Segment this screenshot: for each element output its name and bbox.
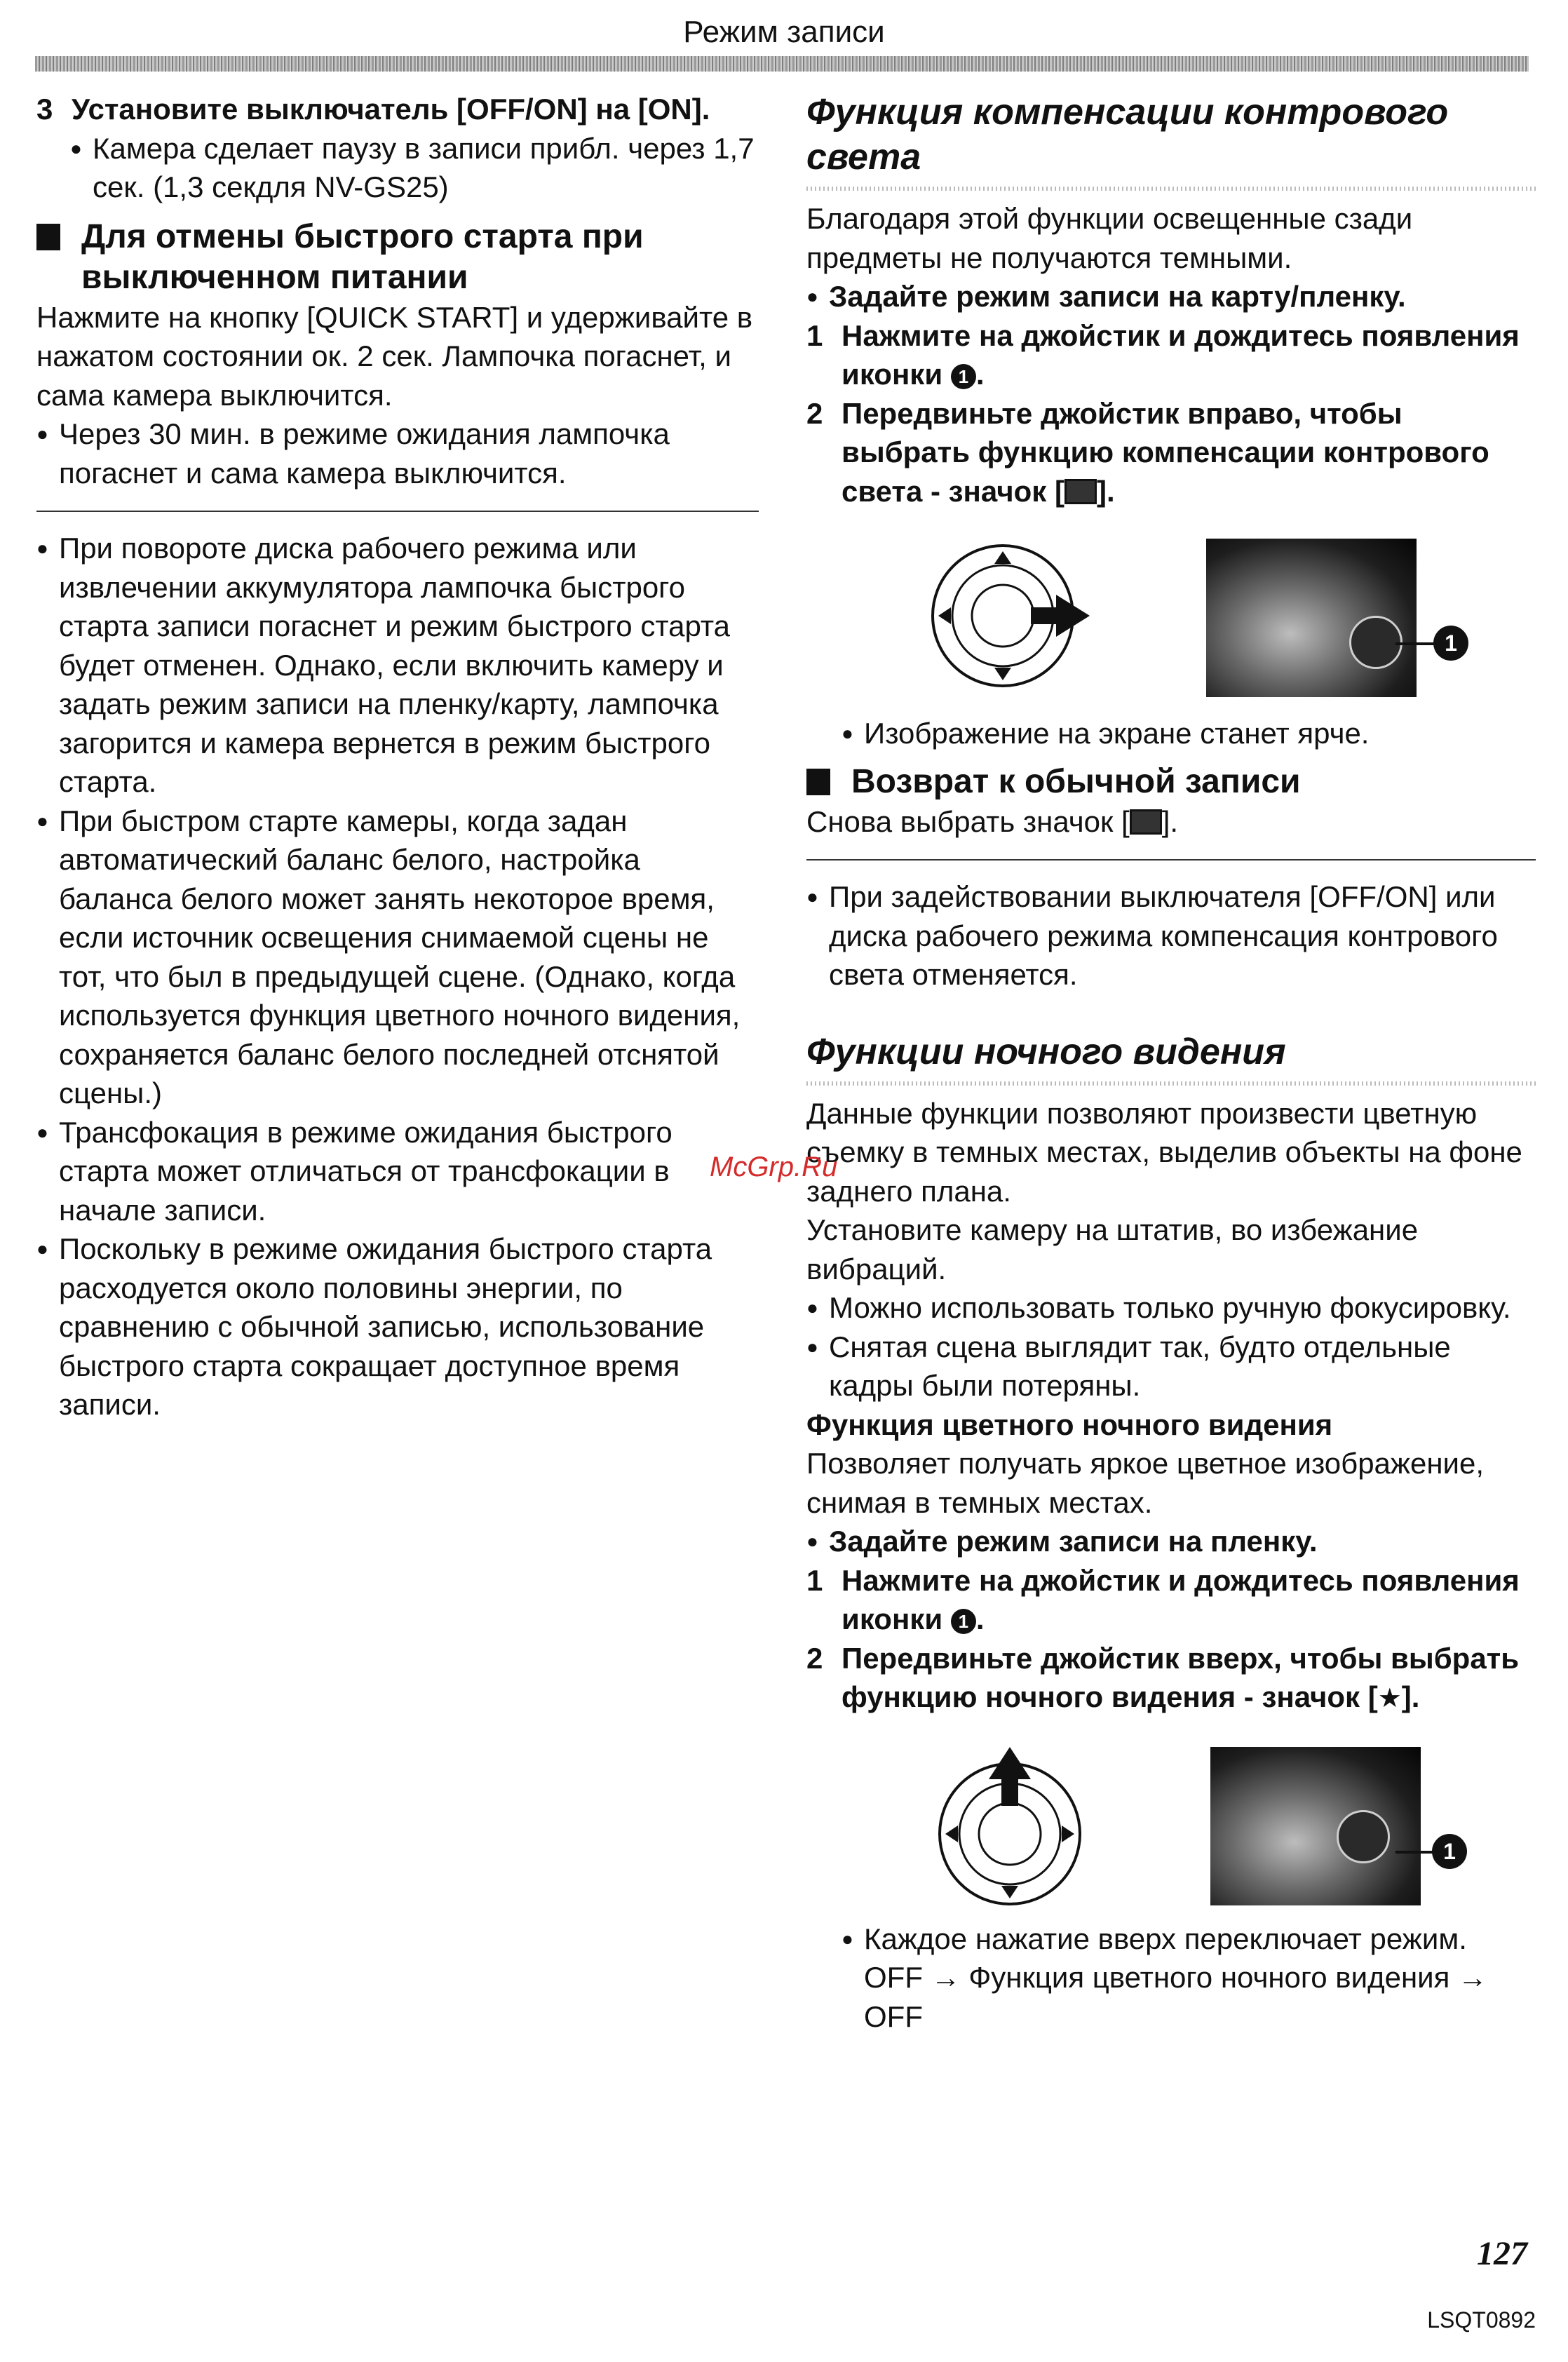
page-number: 127: [1477, 2235, 1527, 2272]
backlight-step-1: [806, 316, 1536, 394]
night-mode-icon: ★: [1377, 1684, 1402, 1713]
cancel-text: Нажмите на кнопку [QUICK START] и удерживайте в нажатом состоянии ок. 2 сек. Лампочка погаснет, и сама камера выключится.: [36, 300, 753, 412]
callout-1-icon: 1: [1433, 626, 1468, 661]
step-end: ].: [1096, 474, 1115, 508]
step-number: 2: [806, 1641, 823, 1675]
night-sequence: OFF → Функция цветного ночного видения → OFF: [864, 1961, 1488, 2033]
return-text-body: Снова выбрать значок [: [806, 804, 1130, 838]
callout-line: [1395, 1851, 1435, 1854]
backlight-mode-bullet: ● Задайте режим записи на карту/пленку.: [806, 277, 1536, 316]
cancel-quick-start-heading: [36, 217, 759, 298]
step-number: 2: [806, 396, 823, 430]
return-text-end: ].: [1161, 804, 1179, 838]
heading-rule: [806, 1081, 1536, 1086]
backlight-screen-photo: [1206, 539, 1417, 697]
joystick-right-icon: [926, 539, 1094, 693]
note-item: ● Трансфокация в режиме ожидания быстрого старта может отличаться от трансфокации в начале записи.: [36, 1113, 759, 1230]
night-after-bullet: ● Каждое нажатие вверх переключает режим.: [842, 1919, 1536, 1959]
section-divider: [806, 859, 1536, 861]
night-step-2: [806, 1639, 1536, 1719]
callout-1-icon: 1: [1432, 1834, 1467, 1869]
joystick-up-icon: [926, 1747, 1094, 1908]
left-column: [36, 90, 759, 1424]
step-text: Нажмите на джойстик и дождитесь появления иконки: [842, 318, 1520, 391]
callout-line: [1395, 642, 1436, 645]
color-night-heading: Функция цветного ночного видения: [806, 1408, 1333, 1441]
step-3: [36, 90, 759, 129]
night-figure: [806, 1747, 1536, 1915]
return-heading: [806, 762, 1536, 802]
watermark-text: McGrp.Ru: [710, 1152, 838, 1182]
night-tripod: Установите камеру на штатив, во избежание вибраций.: [806, 1213, 1419, 1285]
section-divider: [36, 511, 759, 512]
square-bullet-icon: [36, 224, 60, 250]
night-step-1: [806, 1561, 1536, 1639]
header-rule: [35, 56, 1529, 72]
heading-rule: [806, 187, 1536, 191]
step-end: .: [975, 358, 985, 391]
backlight-after-bullet: ● Изображение на экране станет ярче.: [842, 714, 1536, 753]
return-heading-text: Возврат к обычной записи: [851, 762, 1301, 800]
backlight-heading: Функция компенсации контрового света: [806, 92, 1449, 177]
page-header-title: Режим записи: [683, 15, 885, 49]
night-mode-bullet: ● Задайте режим записи на пленку.: [806, 1522, 1536, 1561]
night-heading: Функции ночного видения: [806, 1031, 1286, 1072]
backlight-icon: [1130, 809, 1162, 835]
night-bullet-2: ● Снятая сцена выглядит так, будто отдельные кадры были потеряны.: [806, 1328, 1536, 1405]
step-number: 3: [36, 93, 53, 126]
note-item: ● При повороте диска рабочего режима или извлечении аккумулятора лампочка быстрого старта записи погаснет и режим быстрого старта будет отменен. Однако, если включить камеру и задать режим записи на пленку/карту, лампочка загорится и камера вернется в режим быстрого старта.: [36, 529, 759, 802]
step-number: 1: [806, 318, 823, 352]
step-3-text: Установите выключатель [OFF/ON] на [ON].: [72, 93, 710, 126]
square-bullet-icon: [806, 769, 830, 795]
callout-1-icon: 1: [951, 364, 976, 389]
night-intro: Данные функции позволяют произвести цветную съемку в темных местах, выделив объекты на фоне заднего плана.: [806, 1096, 1522, 1208]
step-text: Передвиньте джойстик вправо, чтобы выбрать функцию компенсации контрового света - значок [: [842, 396, 1489, 508]
cancel-heading-text: Для отмены быстрого старта при выключенном питании: [81, 217, 644, 296]
night-bullet-1: ● Можно использовать только ручную фокусировку.: [806, 1288, 1536, 1328]
step-end: .: [975, 1602, 985, 1635]
right-column: [806, 90, 1536, 2036]
document-code: LSQT0892: [1427, 2307, 1536, 2333]
backlight-note: ● При задействовании выключателя [OFF/ON] или диска рабочего режима компенсация контрового света отменяется.: [806, 877, 1536, 994]
backlight-intro: Благодаря этой функции освещенные сзади предметы не получаются темными.: [806, 202, 1413, 274]
backlight-step-2: [806, 394, 1536, 511]
step-text: Передвиньте джойстик вверх, чтобы выбрать функцию ночного видения - значок [: [842, 1641, 1520, 1713]
callout-1-icon: 1: [951, 1609, 976, 1634]
return-text: [806, 802, 1536, 842]
mode-dial-icon: [1349, 616, 1403, 669]
color-night-text: Позволяет получать яркое цветное изображение, снимая в темных местах.: [806, 1447, 1485, 1519]
step-3-bullet: ● Камера сделает паузу в записи прибл. через 1,7 сек. (1,3 секдля NV-GS25): [70, 129, 759, 207]
cancel-bullet: ● Через 30 мин. в режиме ожидания лампочка погаснет и сама камера выключится.: [36, 414, 759, 492]
note-item: ● Поскольку в режиме ожидания быстрого старта расходуется около половины энергии, по сравнению с обычной записью, использование быстрого старта сокращает доступное время записи.: [36, 1229, 759, 1424]
step-number: 1: [806, 1563, 823, 1597]
backlight-figure: [806, 539, 1536, 710]
step-end: ].: [1401, 1680, 1420, 1713]
note-item: ● При быстром старте камеры, когда задан автоматический баланс белого, настройка баланса белого может занять некоторое время, если источник освещения снимаемой сцены не тот, что был в предыдущей сцене. (Однако, когда используется функция цветного ночного видения, сохраняется баланс белого последней отснятой сцены.): [36, 802, 759, 1113]
step-text: Нажмите на джойстик и дождитесь появления иконки: [842, 1563, 1520, 1635]
mode-dial-icon: [1337, 1810, 1390, 1863]
backlight-icon: [1065, 479, 1097, 504]
night-screen-photo: [1210, 1747, 1421, 1905]
